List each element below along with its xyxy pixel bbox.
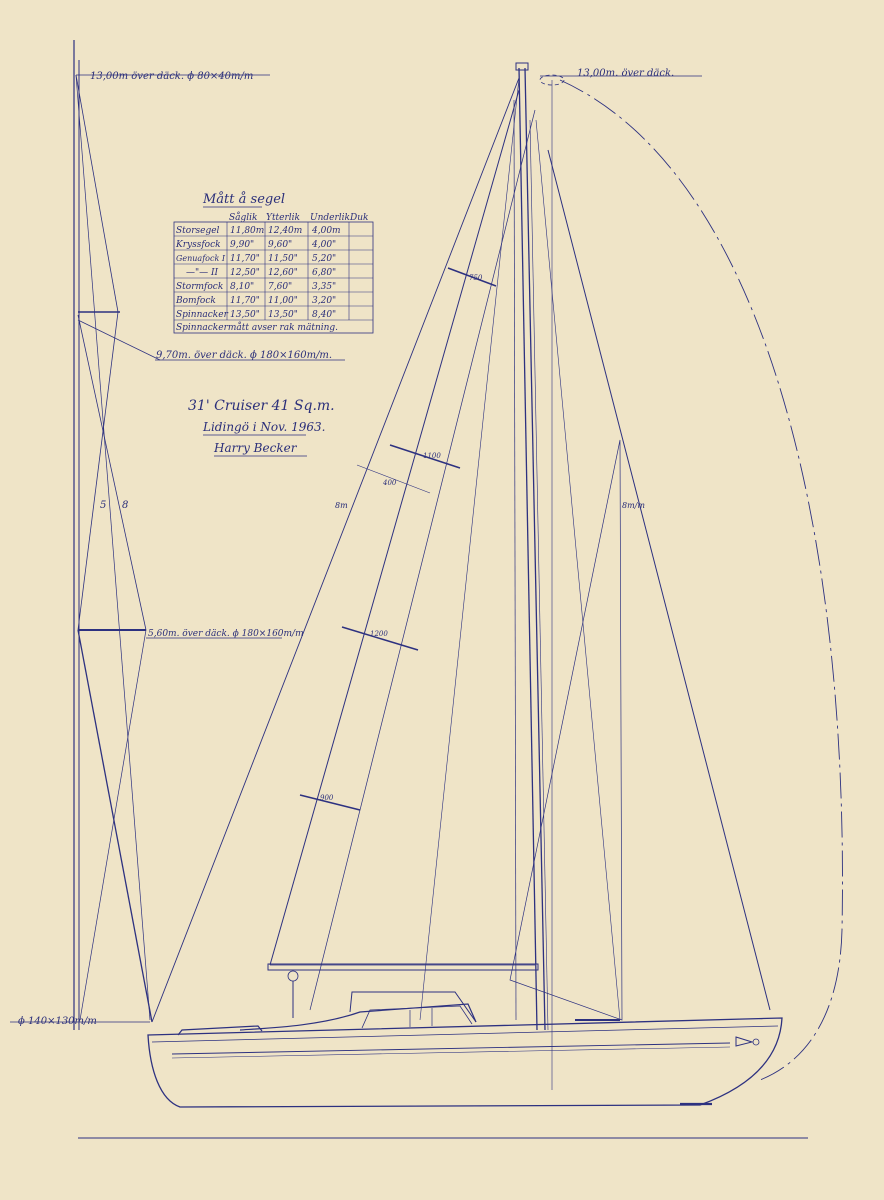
rig-number-left: 5	[100, 500, 107, 511]
table-row	[175, 296, 336, 306]
sail-table-title: Mått å segel	[203, 192, 286, 207]
table-row	[176, 282, 336, 292]
cell: 11,70"	[230, 296, 260, 306]
cell: 8,10"	[230, 282, 255, 292]
row-label: —"— II	[186, 268, 219, 278]
cell: 11,80m	[230, 226, 265, 236]
battens	[300, 268, 645, 810]
table-row	[186, 268, 336, 278]
cell: 9,90"	[230, 240, 255, 250]
rig-detail	[10, 40, 345, 1030]
mid-spreader-note: 9,70m. över däck. ϕ 180×160m/m.	[156, 350, 333, 361]
row-label: Storsegel	[176, 226, 220, 236]
cell: 11,70"	[230, 254, 260, 264]
batten-label: 1100	[423, 452, 441, 460]
main-roach-label: 8m	[335, 501, 348, 510]
table-footnote: Spinnackermått avser rak mätning.	[176, 323, 339, 333]
col-header-underlik: Underlik	[310, 213, 350, 223]
cell: 12,40m	[268, 226, 303, 236]
batten-label: 750	[469, 274, 483, 282]
rig-number-right: 8	[122, 500, 129, 511]
top-right-note: 13,00m. över däck.	[577, 68, 675, 79]
cell: 12,60"	[268, 268, 298, 278]
cell: 4,00"	[312, 240, 337, 250]
place-date: Lidingö i Nov. 1963.	[203, 420, 326, 434]
cell: 13,50"	[230, 310, 260, 320]
cell: 5,20"	[312, 254, 337, 264]
row-label: Spinnacker	[176, 310, 228, 320]
low-spreader-note: 5,60m. över däck. ϕ 180×160m/m	[148, 629, 304, 639]
cell: 7,60"	[268, 282, 293, 292]
cell: 3,20"	[312, 296, 337, 306]
spin-roach-label: 8m/m	[622, 501, 645, 510]
col-header-saglik: Såglik	[229, 213, 258, 223]
cell: 13,50"	[268, 310, 298, 320]
batten-label: 400	[383, 479, 397, 487]
cell: 11,50"	[268, 254, 298, 264]
row-label: Stormfock	[176, 282, 224, 292]
cell: 12,50"	[230, 268, 260, 278]
cell: 8,40"	[312, 310, 337, 320]
table-row	[176, 254, 336, 264]
col-header-duk: Duk	[350, 213, 369, 223]
spinnaker-outline	[560, 80, 842, 1080]
sail-dimension-table	[174, 191, 373, 333]
cell: 4,00m	[312, 226, 341, 236]
row-label: Bomfock	[176, 296, 216, 306]
table-row	[176, 310, 336, 320]
cell: 9,60"	[268, 240, 293, 250]
cell: 6,80"	[312, 268, 337, 278]
mainsail	[510, 120, 770, 1020]
mast	[514, 63, 548, 1030]
batten-label: 1200	[370, 630, 388, 638]
table-row	[175, 240, 336, 250]
row-label: Kryssfock	[176, 240, 221, 250]
cell: 3,35"	[312, 282, 337, 292]
hull	[148, 992, 782, 1107]
designer-signature: Harry Becker	[214, 441, 297, 455]
boom	[268, 964, 538, 1018]
title-block	[188, 398, 335, 456]
row-label: Genuafock I	[176, 254, 226, 263]
batten-label: 900	[320, 794, 334, 802]
col-header-ytterlik: Ytterlik	[266, 213, 301, 223]
drawing-title: 31' Cruiser 41 Sq.m.	[188, 398, 335, 414]
cell: 11,00"	[268, 296, 298, 306]
mast-base-note: ϕ 140×130m/m	[18, 1016, 97, 1027]
top-spreader-note: 13,00m över däck. ϕ 80×40m/m	[90, 71, 254, 82]
table-row	[176, 226, 341, 236]
